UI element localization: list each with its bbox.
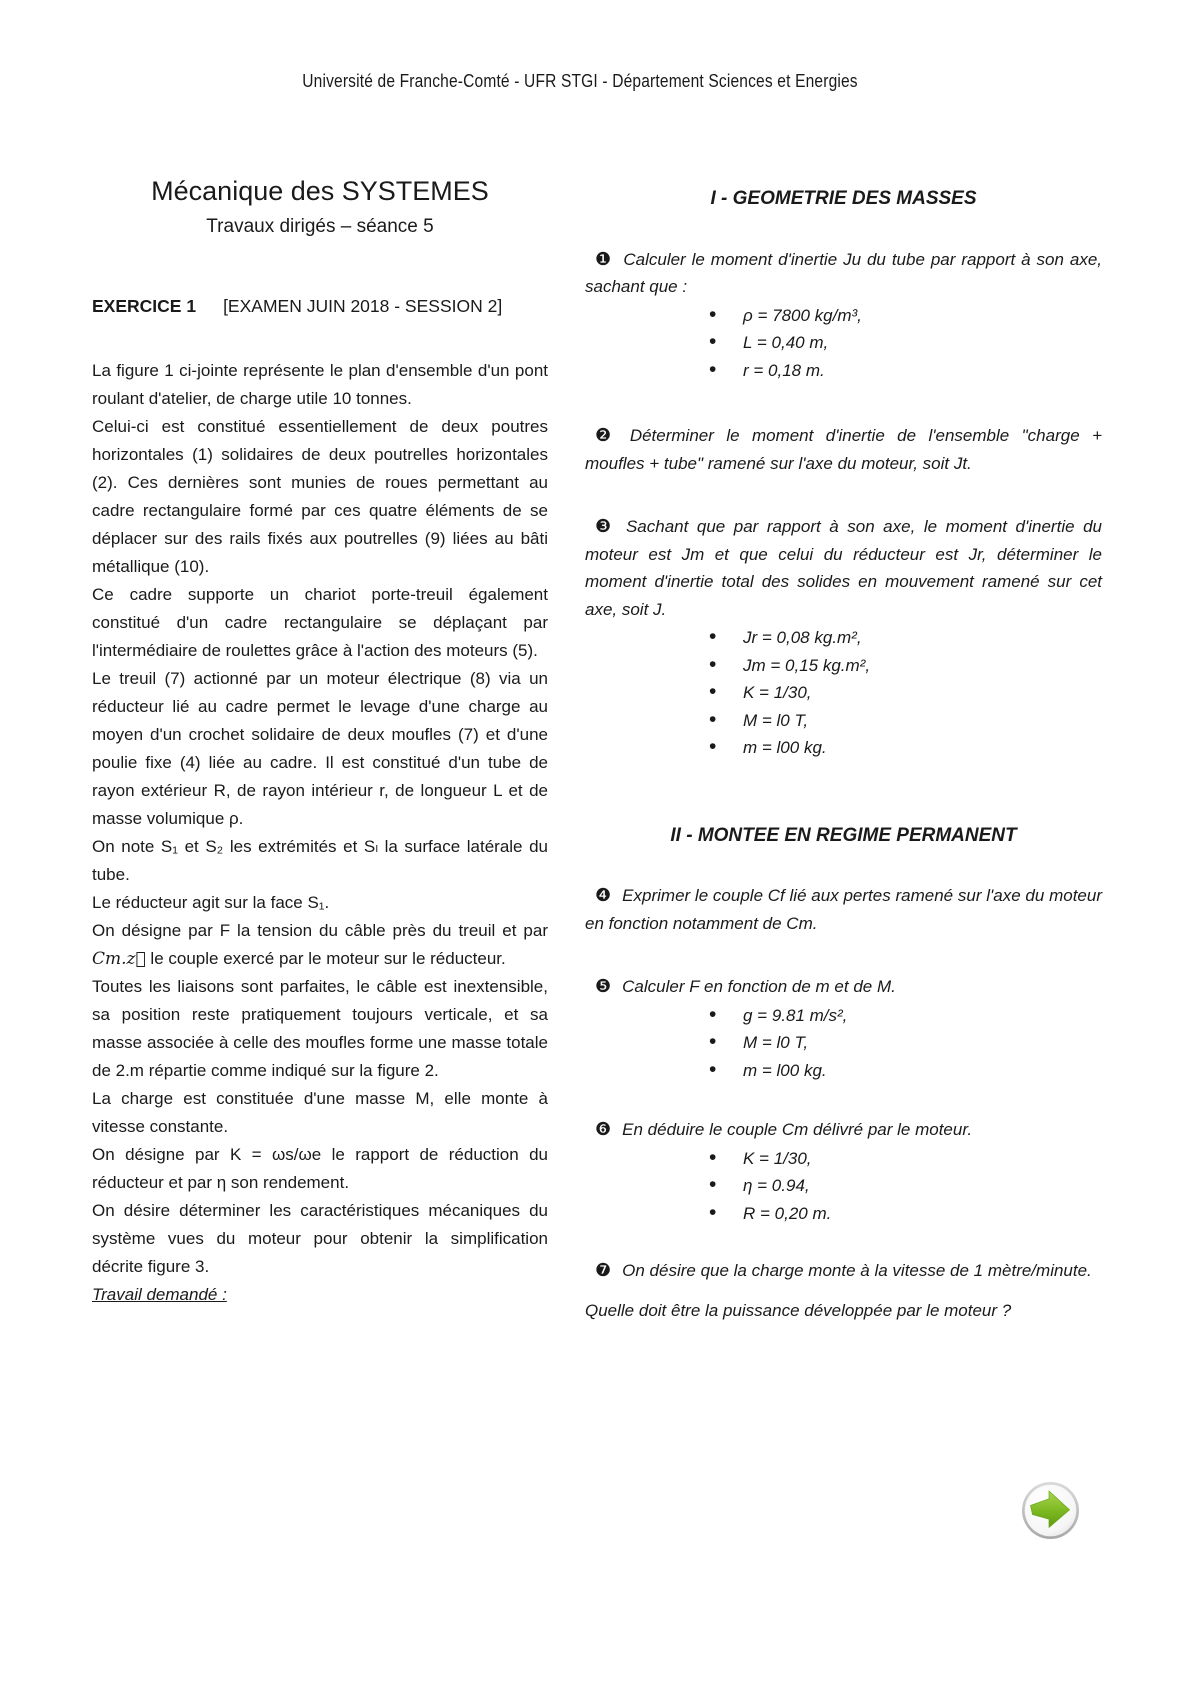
page-title: Mécanique des SYSTEMES bbox=[151, 176, 489, 206]
question-1-marker: ❶ bbox=[595, 248, 614, 269]
work-requested-label: Travail demandé : bbox=[92, 1285, 227, 1304]
question-3-values bbox=[585, 624, 1102, 762]
question-6-values bbox=[585, 1145, 1102, 1228]
question-1 bbox=[585, 246, 1102, 301]
paragraph: Le treuil (7) actionné par un moteur électrique (8) via un réducteur lié au cadre permet le levage d'une charge au moyen d'un crochet solidaire de deux moufles (7) et d'une poulie fixe (4) liée au cadre. Il est constitué d'un tube de rayon extérieur R, de rayon intérieur r, de longueur L et de masse volumique ρ. bbox=[92, 669, 548, 828]
value-item: • ρ = 7800 kg/m³, bbox=[707, 302, 1102, 330]
paragraph: Le réducteur agit sur la face S₁. bbox=[92, 893, 330, 912]
document-header: Université de Franche-Comté - UFR STGI - Département Sciences et Energies bbox=[302, 70, 858, 91]
value-item: • Jm = 0,15 kg.m², bbox=[707, 652, 1102, 680]
question-6-marker: ❻ bbox=[595, 1119, 613, 1139]
section-2-heading: II - MONTEE EN REGIME PERMANENT bbox=[670, 824, 1017, 846]
question-1-text: Calculer le moment d'inertie Ju du tube par rapport à son axe, sachant que : bbox=[585, 249, 1102, 296]
paragraph: La charge est constituée d'une masse M, elle monte à vitesse constante. bbox=[92, 1089, 548, 1136]
right-column bbox=[585, 185, 1102, 1341]
paragraph: On désire déterminer les caractéristiques mécaniques du système vues du moteur pour obtenir la simplification décrite figure 3. bbox=[92, 1201, 548, 1276]
page-subtitle: Travaux dirigés – séance 5 bbox=[206, 216, 434, 237]
paragraph: La figure 1 ci-jointe représente le plan d'ensemble d'un pont roulant d'atelier, de charge utile 10 tonnes. bbox=[92, 361, 548, 408]
value-item: • Jr = 0,08 kg.m², bbox=[707, 624, 1102, 652]
paragraph: Ce cadre supporte un chariot porte-treuil également constitué d'un cadre rectangulaire se déplaçant par l'intermédiaire de roulettes grâce à l'action des moteurs (5). bbox=[92, 585, 548, 660]
value-item: • M = l0 T, bbox=[707, 1029, 1102, 1057]
value-item: • M = l0 T, bbox=[707, 707, 1102, 735]
value-item: • η = 0.94, bbox=[707, 1172, 1102, 1200]
value-item: • K = 1/30, bbox=[707, 679, 1102, 707]
value-item: • g = 9.81 m/s², bbox=[707, 1002, 1102, 1030]
paragraph-text: On désigne par F la tension du câble près du treuil et par bbox=[92, 921, 548, 940]
paragraph: Toutes les liaisons sont parfaites, le câble est inextensible, sa position reste pratiquement toujours verticale, et sa masse associée à celle des moufles forme une masse totale de 2.m répartie comme indiqué sur la figure 2. bbox=[92, 977, 548, 1080]
paragraph bbox=[92, 917, 548, 973]
exercise-heading bbox=[92, 296, 548, 317]
value-item: • r = 0,18 m. bbox=[707, 357, 1102, 385]
paragraph: On note S₁ et S₂ les extrémités et Sₗ la surface latérale du tube. bbox=[92, 837, 548, 884]
value-item: • m = l00 kg. bbox=[707, 1057, 1102, 1085]
exercise-label: EXERCICE 1 bbox=[92, 296, 197, 316]
question-7-text: On désire que la charge monte à la vitesse de 1 mètre/minute. bbox=[622, 1261, 1092, 1280]
question-3-marker: ❸ bbox=[595, 516, 616, 536]
question-5-marker: ❺ bbox=[595, 976, 613, 996]
question-4-marker: ❹ bbox=[595, 885, 613, 905]
value-item: • K = 1/30, bbox=[707, 1145, 1102, 1173]
exercise-description bbox=[92, 357, 548, 1309]
question-3-text: Sachant que par rapport à son axe, le moment d'inertie du moteur est Jm et que celui du réducteur est Jr, déterminer le moment d'inertie total des solides en mouvement ramené sur cet axe, soit J. bbox=[585, 517, 1102, 619]
question-5 bbox=[585, 973, 1102, 1001]
paragraph: Celui-ci est constitué essentiellement de deux poutres horizontales (1) solidaires de deux poutrelles horizontales (2). Ces dernières sont munies de roues permettant au cadre rectangulaire formé par ces quatre éléments de se déplacer sur des rails fixés aux poutrelles (9) liées au bâti métallique (10). bbox=[92, 417, 548, 576]
left-column bbox=[92, 176, 548, 1309]
question-1-values bbox=[585, 302, 1102, 385]
question-6 bbox=[585, 1116, 1102, 1144]
question-7 bbox=[585, 1257, 1102, 1285]
question-2-marker: ❷ bbox=[595, 425, 620, 445]
question-5-values bbox=[585, 1002, 1102, 1085]
paragraph-text: le couple exercé par le moteur sur le réducteur. bbox=[145, 949, 506, 968]
value-item: • m = l00 kg. bbox=[707, 734, 1102, 762]
paragraph: On désigne par K = ωs/ωe le rapport de réduction du réducteur et par η son rendement. bbox=[92, 1145, 548, 1192]
exercise-session: [EXAMEN JUIN 2018 - SESSION 2] bbox=[223, 296, 503, 316]
arrow-right-icon bbox=[1021, 1481, 1080, 1540]
question-6-text: En déduire le couple Cm délivré par le moteur. bbox=[622, 1120, 973, 1139]
question-3 bbox=[585, 513, 1102, 623]
value-item: • L = 0,40 m, bbox=[707, 329, 1102, 357]
couple-vector-notation: Cm.z⃗ bbox=[92, 949, 146, 969]
question-2-text: Déterminer le moment d'inertie de l'ensemble "charge + moufles + tube" ramené sur l'axe du moteur, soit Jt. bbox=[585, 426, 1102, 473]
question-2 bbox=[585, 422, 1102, 477]
section-1-heading: I - GEOMETRIE DES MASSES bbox=[710, 188, 977, 209]
next-button[interactable] bbox=[1021, 1481, 1080, 1540]
question-4 bbox=[585, 882, 1102, 937]
value-item: • R = 0,20 m. bbox=[707, 1200, 1102, 1228]
closing-question: Quelle doit être la puissance développée par le moteur ? bbox=[585, 1300, 1012, 1320]
question-7-marker: ❼ bbox=[595, 1260, 613, 1280]
question-4-text: Exprimer le couple Cf lié aux pertes ramené sur l'axe du moteur en fonction notamment de Cm. bbox=[585, 886, 1102, 933]
question-5-text: Calculer F en fonction de m et de M. bbox=[622, 977, 896, 996]
